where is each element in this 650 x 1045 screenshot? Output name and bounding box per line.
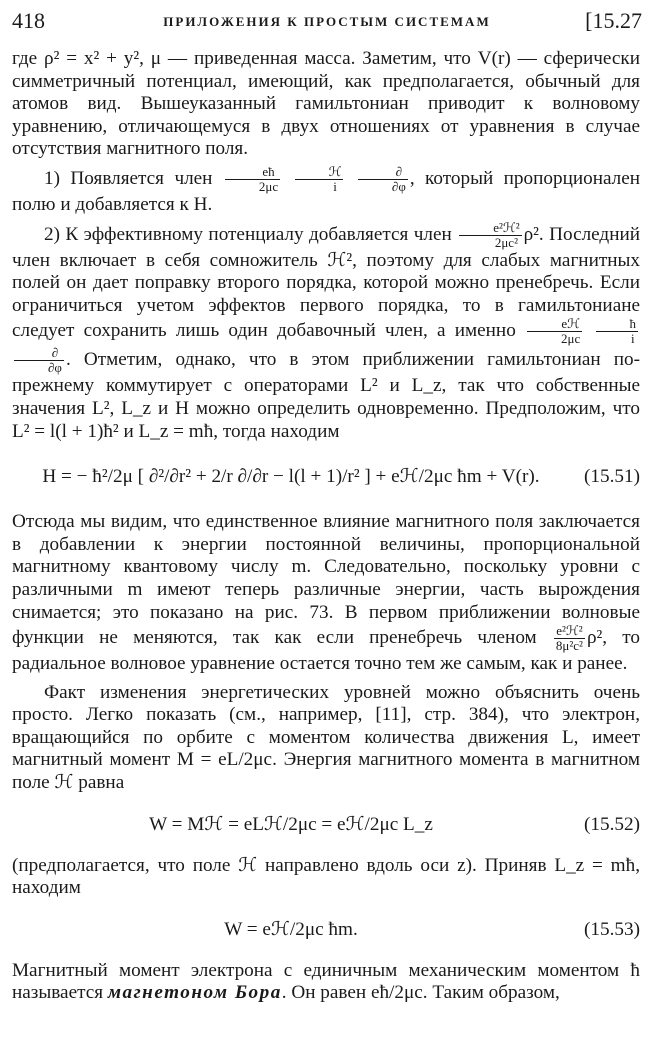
running-title: ПРИЛОЖЕНИЯ К ПРОСТЫМ СИСТЕМАМ	[163, 14, 491, 29]
equation-15-52	[12, 801, 640, 849]
paragraph-5: Факт изменения энергетических уровней можно объяснить очень просто. Легко показать (см., например, [11], стр. 384), что электрон, вращающийся по орбите с моментом количества движения L, имеет магнитный момент M = eL/2μc. Энергия магнитного момента в магнитном поле ℋ равна	[12, 681, 640, 794]
paragraph-item-1	[12, 165, 640, 217]
paragraph-1: где ρ² = x² + y², μ — приведенная масса. Заметим, что V(r) — сферически симметричный потенциал, имеющий, как предполагается, обычный для атомов вид. Вышеуказанный гамильтониан приводит к волновому уравнению, отличающемуся в двух отношениях от уравнения в случае отсутствия магнитного поля.	[12, 48, 640, 160]
fraction-hbar-over-i: $\frac{ħ}{i}$	[596, 317, 639, 346]
fraction-partial-phi-2: $\frac{\partial}{\partial\varphi}$	[14, 346, 64, 375]
paragraph-7	[12, 960, 640, 1005]
page-body	[12, 48, 640, 1005]
item-1-text-a: 1) Появляется член	[44, 167, 213, 189]
paragraph-4-text-a: Отсюда мы видим, что единственное влияние магнитного поля заключается в добавлении к энергии постоянной величины, пропорциональной магнитному квантовому числу m. Следовательно, поскольку уровни с различными m имеют теперь различные энергии, часть вырождения снимается; это показано на рис. 73. В первом приближении волновые функции не меняются, так как если пренебречь членом	[12, 511, 640, 648]
item-2-text-b: ρ². Последний член включает в себя сомножитель ℋ², поэтому для слабых магнитных полей он дает поправку второго порядка, которой можно пренебречь. Если ограничиться учетом эффектов первого порядка, то в гамильтониане следует сохранить лишь один добавочный член, а именно	[12, 223, 640, 342]
fraction-eh-2muc: $\frac{\text{eℋ}}{2\mu c}$	[527, 317, 582, 346]
equation-15-52-expression: W = Mℋ = eLℋ/2μc = eℋ/2μc L_z	[149, 813, 433, 835]
paragraph-7-text-a: Магнитный момент электрона с единичным механическим моментом ħ называется	[12, 959, 640, 1004]
equation-15-53	[12, 906, 640, 954]
equation-15-53-expression: W = eℋ/2μc ħm.	[224, 918, 358, 940]
equation-15-53-number: (15.53)	[584, 918, 640, 940]
fraction-e2h2-8mu2c2: $\frac{\text{e²ℋ²}}{\text{8μ²c²}}$	[555, 623, 583, 654]
bohr-magneton-term: магнетоном Бора	[107, 982, 282, 1004]
paragraph-6: (предполагается, что поле ℋ направлено вдоль оси z). Приняв L_z = mħ, находим	[12, 854, 640, 899]
paragraph-4	[12, 511, 640, 676]
page-number: 418	[12, 8, 45, 33]
fraction-h-over-i: $\frac{\text{ℋ}}{i}$	[295, 165, 344, 194]
paragraph-item-2	[12, 221, 640, 444]
equation-15-52-number: (15.52)	[584, 813, 640, 835]
equation-15-51-expression: H = − ħ²/2μ [ ∂²/∂r² + 2/r ∂/∂r − l(l + 1)/r² ] + eℋ/2μc ħm + V(r).	[42, 466, 540, 488]
equation-15-51-number: (15.51)	[584, 466, 640, 488]
item-1-text-b: , который пропорционален полю и добавляется к H.	[12, 167, 641, 215]
fraction-e-hbar-2muc: $\frac{eħ}{2\mu c}$	[225, 165, 280, 194]
paragraph-7-text-b: . Он равен eħ/2μc. Таким образом,	[281, 982, 560, 1004]
fraction-e2h2-2muc2: $\frac{\text{e²ℋ²}}{\text{2μc²}}$	[459, 221, 521, 250]
paragraph-4-text-b: ρ², то радиальное волновое уравнение остается точно тем же самым, как и ранее.	[12, 627, 640, 675]
page-header	[12, 8, 642, 38]
item-2-text-c: . Отметим, однако, что в этом приближении гамильтониан по-прежнему коммутирует с операторами L² и L_z, так что собственные значения L², L_z и H можно определить одновременно. Предположим, что L² = l(l + 1)ħ² и L_z = mħ, тогда находим	[12, 349, 640, 442]
equation-15-51	[12, 449, 640, 505]
item-2-text-a: 2) К эффективному потенциалу добавляется член	[44, 223, 452, 245]
fraction-partial-phi: $\frac{\partial}{\partial\varphi}$	[358, 165, 408, 194]
section-number: [15.27	[585, 8, 642, 33]
